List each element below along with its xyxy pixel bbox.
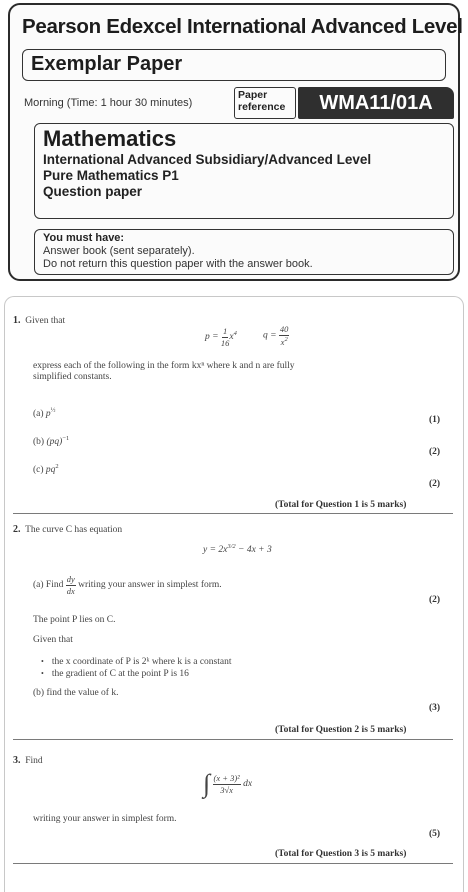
question-2-part-b-marks: (3) (429, 703, 441, 713)
question-2-point-statement: The point P lies on C. (33, 615, 116, 625)
subject-box (34, 123, 454, 219)
derivative-denominator: dx (66, 585, 75, 596)
question-2-heading (13, 524, 122, 535)
question-2-part-b: (b) find the value of k. (33, 688, 119, 698)
part-exponent: 2 (55, 463, 59, 470)
equation-lhs: y = 2x (203, 545, 228, 556)
question-separator (13, 513, 453, 514)
q-lhs: q = (263, 330, 277, 341)
paper-type-box (22, 49, 446, 81)
must-have-heading: You must have: (43, 232, 125, 244)
question-2-total: (Total for Question 2 is 5 marks) (275, 725, 407, 735)
bullet-text: the gradient of C at the point P is 16 (51, 669, 189, 679)
question-intro: Given that (25, 316, 66, 326)
question-1-part-c (33, 463, 59, 475)
cover-panel (8, 3, 463, 281)
question-intro: Find (25, 756, 43, 766)
bullet-text: the x coordinate of P is 2ᵏ where k is a constant (51, 657, 232, 667)
part-label: (a) (33, 409, 44, 420)
part-exponent: −1 (62, 435, 70, 442)
question-3-instruction: writing your answer in simplest form. (33, 814, 177, 824)
part-label: (a) Find (33, 580, 64, 591)
bullet-icon: • (41, 669, 44, 678)
part-expression: p (45, 409, 51, 420)
q-denominator: x (280, 336, 285, 347)
question-2-part-a (33, 575, 222, 595)
paper-type: Exemplar Paper (31, 53, 183, 75)
question-3-heading (13, 755, 43, 766)
paper-reference-code: WMA11/01A (298, 87, 454, 119)
question-2-part-a-marks: (2) (429, 595, 441, 605)
question-1-part-b-marks: (2) (429, 447, 441, 457)
question-number: 1. (13, 315, 21, 326)
must-have-line: Answer book (sent separately). (43, 245, 195, 257)
part-label: (b) (33, 437, 45, 448)
q-denominator-exponent: 2 (284, 335, 288, 343)
integrand-fraction (213, 774, 241, 794)
must-have-box (34, 229, 454, 275)
question-1-heading (13, 315, 65, 326)
integral-expression (203, 769, 252, 799)
part-exponent: ½ (50, 407, 56, 414)
part-text: writing your answer in simplest form. (78, 580, 222, 591)
derivative-fraction (66, 575, 76, 595)
bullet-icon: • (41, 657, 44, 666)
integral-dx: dx (243, 779, 253, 790)
question-separator (13, 863, 453, 864)
question-3-marks: (5) (429, 829, 441, 839)
paper-reference-label-line1: Paper (238, 89, 268, 101)
question-1-part-a (33, 407, 56, 419)
board-title: Pearson Edexcel International Advanced Level (22, 15, 463, 38)
question-1-part-b (33, 435, 69, 447)
instruction-line: express each of the following in the form kxⁿ where k and n are fully (33, 361, 295, 371)
question-number: 2. (13, 524, 21, 535)
bullet-item (41, 669, 189, 679)
document-type-line: Question paper (43, 184, 143, 199)
unit-line: Pure Mathematics P1 (43, 168, 179, 183)
qualification-line: International Advanced Subsidiary/Advanced Level (43, 152, 372, 167)
integral-sign: ∫ (203, 769, 211, 798)
p-denominator: 16 (220, 337, 230, 348)
paper-reference-label (234, 87, 296, 119)
p-variable: x (229, 332, 234, 343)
equation-rest: − 4x + 3 (235, 545, 272, 556)
p-exponent: 4 (233, 330, 237, 338)
derivative-numerator: dy (66, 574, 75, 584)
curve-equation (203, 543, 272, 555)
paper-reference-label-line2: reference (238, 101, 286, 113)
part-label: (c) (33, 465, 44, 476)
question-1-instruction (33, 361, 295, 383)
question-1-part-a-marks: (1) (429, 415, 441, 425)
subject-title: Mathematics (43, 126, 177, 151)
questions-panel (4, 296, 464, 892)
question-1-total: (Total for Question 1 is 5 marks) (275, 500, 407, 510)
question-1-part-c-marks: (2) (429, 479, 441, 489)
question-intro: The curve C has equation (25, 525, 123, 535)
must-have-line: Do not return this question paper with the answer book. (43, 258, 313, 270)
p-lhs: p = (205, 332, 219, 343)
q-fraction (279, 325, 290, 346)
question-number: 3. (13, 755, 21, 766)
bullet-item (41, 657, 231, 667)
integrand-denominator: 3√x (220, 784, 233, 795)
p-definition (205, 327, 237, 347)
question-separator (13, 739, 453, 740)
instruction-line: simplified constants. (33, 372, 112, 382)
question-2-given: Given that (33, 635, 73, 645)
question-3-total: (Total for Question 3 is 5 marks) (275, 849, 407, 859)
part-expression: (pq) (46, 437, 63, 448)
session-text: Morning (Time: 1 hour 30 minutes) (24, 97, 193, 109)
p-numerator: 1 (223, 326, 228, 336)
part-expression: pq (45, 465, 56, 476)
q-definition (263, 325, 289, 346)
equation-exponent: 3/2 (227, 543, 236, 550)
q-numerator: 40 (279, 324, 289, 334)
integrand-numerator: (x + 3)² (213, 773, 240, 783)
